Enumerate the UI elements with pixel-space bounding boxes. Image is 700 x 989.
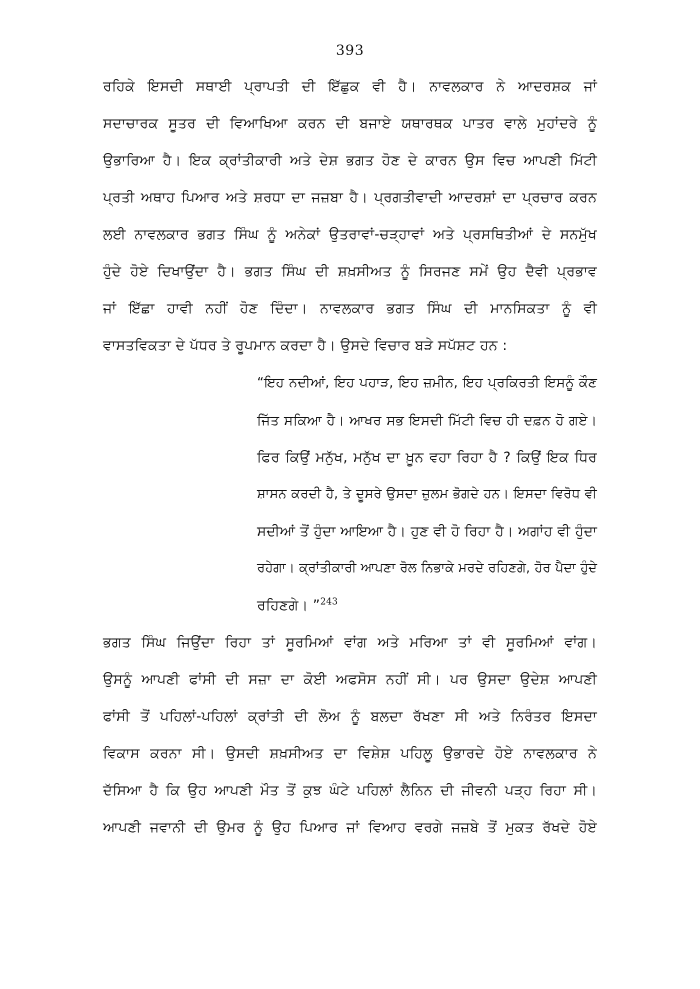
page-number: 393 (335, 43, 365, 59)
paragraph-1-line: ਜਾਂ ਇੱਛਾ ਹਾਵੀ ਨਹੀਂ ਹੋਣ ਦਿੰਦਾ। ਨਾਵਲਕਾਰ ਭਗਤ ਸਿੰਘ ਦੀ ਮਾਨਸਿਕਤਾ ਨੂੰ ਵੀ (103, 301, 597, 317)
paragraph-1-line: ਉਭਾਰਿਆ ਹੈ। ਇਕ ਕ੍ਰਾਂਤੀਕਾਰੀ ਅਤੇ ਦੇਸ਼ ਭਗਤ ਹੋਣ ਦੇ ਕਾਰਨ ਉਸ ਵਿਚ ਆਪਣੀ ਮਿੱਟੀ (103, 153, 597, 169)
paragraph-2-line: ਆਪਣੀ ਜਵਾਨੀ ਦੀ ਉਮਰ ਨੂੰ ਉਹ ਪਿਆਰ ਜਾਂ ਵਿਆਹ ਵਰਗੇ ਜਜ਼ਬੇ ਤੋਂ ਮੁਕਤ ਰੱਖਦੇ ਹੋਏ (103, 820, 597, 836)
quote-line: ਜਿੱਤ ਸਕਿਆ ਹੈ। ਆਖਰ ਸਭ ਇਸਦੀ ਮਿੱਟੀ ਵਿਚ ਹੀ ਦਫ਼ਨ ਹੋ ਗਏ। (257, 413, 597, 429)
quote-last-line (257, 597, 597, 615)
quote-line: ਸ਼ਾਸਨ ਕਰਦੀ ਹੈ, ਤੇ ਦੂਸਰੇ ਉਸਦਾ ਜ਼ੁਲਮ ਭੋਗਦੇ ਹਨ। ਇਸਦਾ ਵਿਰੋਧ ਵੀ (257, 487, 597, 502)
paragraph-2-line: ਫਾਂਸੀ ਤੋਂ ਪਹਿਲਾਂ-ਪਹਿਲਾਂ ਕ੍ਰਾਂਤੀ ਦੀ ਲੋਅ ਨੂੰ ਬਲਦਾ ਰੱਖਣਾ ਸੀ ਅਤੇ ਨਿਰੰਤਰ ਇਸਦਾ (103, 709, 597, 725)
quote-line: ਸਦੀਆਂ ਤੋਂ ਹੁੰਦਾ ਆਇਆ ਹੈ। ਹੁਣ ਵੀ ਹੋ ਰਿਹਾ ਹੈ। ਅਗਾਂਹ ਵੀ ਹੁੰਦਾ (257, 524, 597, 540)
paragraph-2-line: ਦੱਸਿਆ ਹੈ ਕਿ ਉਹ ਆਪਣੀ ਮੌਤ ਤੋਂ ਕੁਝ ਘੰਟੇ ਪਹਿਲਾਂ ਲੈਨਿਨ ਦੀ ਜੀਵਨੀ ਪੜ੍ਹ ਰਿਹਾ ਸੀ। (103, 783, 597, 799)
quote-line: ਫਿਰ ਕਿਉਂ ਮਨੁੱਖ, ਮਨੁੱਖ ਦਾ ਖ਼ੂਨ ਵਹਾ ਰਿਹਾ ਹੈ ? ਕਿਉਂ ਇਕ ਧਿਰ (257, 450, 597, 466)
footnote-reference: 243 (320, 597, 338, 608)
paragraph-1-line: ਲਈ ਨਾਵਲਕਾਰ ਭਗਤ ਸਿੰਘ ਨੂੰ ਅਨੇਕਾਂ ਉਤਰਾਵਾਂ-ਚੜ੍ਹਾਵਾਂ ਅਤੇ ਪ੍ਰਸਥਿਤੀਆਂ ਦੇ ਸਨਮੁੱਖ (103, 227, 597, 243)
quote-line: ਰਹੇਗਾ। ਕ੍ਰਾਂਤੀਕਾਰੀ ਆਪਣਾ ਰੋਲ ਨਿਭਾਕੇ ਮਰਦੇ ਰਹਿਣਗੇ, ਹੋਰ ਪੈਦਾ ਹੁੰਦੇ (257, 561, 597, 576)
quote-last-text: ਰਹਿਣਗੇ। ” (257, 598, 321, 614)
paragraph-1-line: ਸਦਾਚਾਰਕ ਸੂਤਰ ਦੀ ਵਿਆਖਿਆ ਕਰਨ ਦੀ ਬਜਾਏ ਯਥਾਰਥਕ ਪਾਤਰ ਵਾਲੇ ਮੁਹਾਂਦਰੇ ਨੂੰ (103, 116, 597, 132)
paragraph-2-line: ਉਸਨੂੰ ਆਪਣੀ ਫਾਂਸੀ ਦੀ ਸਜ਼ਾ ਦਾ ਕੋਈ ਅਫਸੋਸ ਨਹੀਂ ਸੀ। ਪਰ ਉਸਦਾ ਉਦੇਸ਼ ਆਪਣੀ (103, 672, 597, 688)
paragraph-1-line: ਰਹਿਕੇ ਇਸਦੀ ਸਥਾਈ ਪ੍ਰਾਪਤੀ ਦੀ ਇੱਛੁਕ ਵੀ ਹੈ। ਨਾਵਲਕਾਰ ਨੇ ਆਦਰਸ਼ਕ ਜਾਂ (103, 79, 597, 95)
quote-line: “ਇਹ ਨਦੀਆਂ, ਇਹ ਪਹਾੜ, ਇਹ ਜ਼ਮੀਨ, ਇਹ ਪ੍ਰਕਿਰਤੀ ਇਸਨੂੰ ਕੌਣ (257, 376, 597, 391)
paragraph-1-line: ਪ੍ਰਤੀ ਅਥਾਹ ਪਿਆਰ ਅਤੇ ਸ਼ਰਧਾ ਦਾ ਜਜ਼ਬਾ ਹੈ। ਪ੍ਰਗਤੀਵਾਦੀ ਆਦਰਸ਼ਾਂ ਦਾ ਪ੍ਰਚਾਰ ਕਰਨ (103, 190, 597, 206)
paragraph-1-line: ਵਾਸਤਵਿਕਤਾ ਦੇ ਪੱਧਰ ਤੇ ਰੂਪਮਾਨ ਕਰਦਾ ਹੈ। ਉਸਦੇ ਵਿਚਾਰ ਬੜੇ ਸਪੱਸ਼ਟ ਹਨ : (103, 338, 508, 354)
paragraph-1-line: ਹੁੰਦੇ ਹੋਏ ਦਿਖਾਉਂਦਾ ਹੈ। ਭਗਤ ਸਿੰਘ ਦੀ ਸ਼ਖ਼ਸੀਅਤ ਨੂੰ ਸਿਰਜਣ ਸਮੇਂ ਉਹ ਦੈਵੀ ਪ੍ਰਭਾਵ (103, 264, 597, 280)
paragraph-2-line: ਭਗਤ ਸਿੰਘ ਜਿਉਂਦਾ ਰਿਹਾ ਤਾਂ ਸੂਰਮਿਆਂ ਵਾਂਗ ਅਤੇ ਮਰਿਆ ਤਾਂ ਵੀ ਸੂਰਮਿਆਂ ਵਾਂਗ। (103, 635, 597, 651)
paragraph-2-line: ਵਿਕਾਸ ਕਰਨਾ ਸੀ। ਉਸਦੀ ਸ਼ਖ਼ਸੀਅਤ ਦਾ ਵਿਸ਼ੇਸ਼ ਪਹਿਲੂ ਉਭਾਰਦੇ ਹੋਏ ਨਾਵਲਕਾਰ ਨੇ (103, 746, 597, 762)
